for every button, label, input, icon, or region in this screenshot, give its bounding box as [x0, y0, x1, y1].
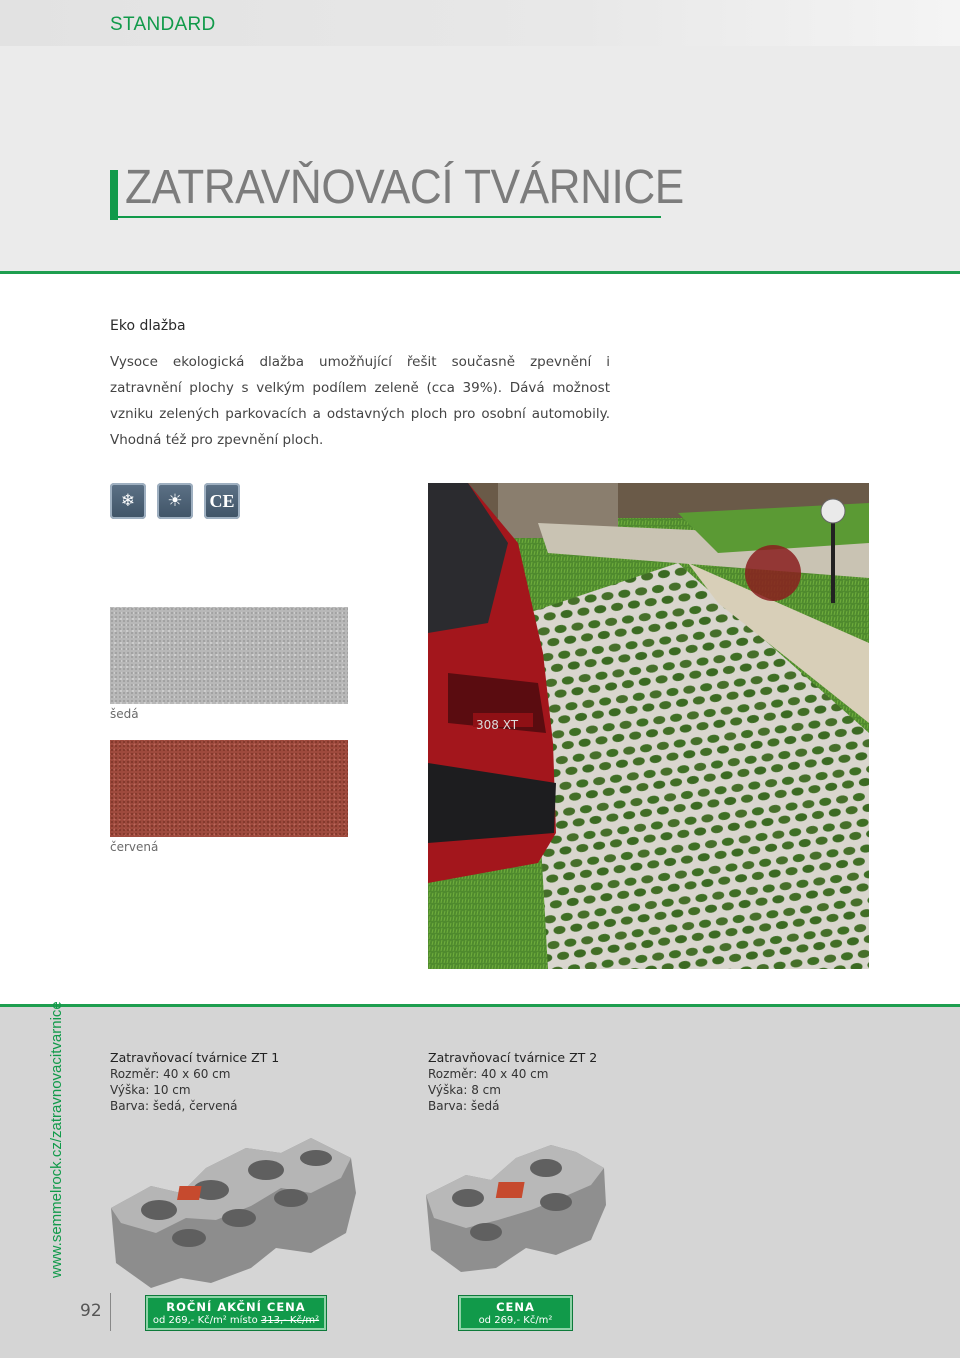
price-value: od 269,- Kč/m²	[478, 1315, 553, 1326]
product-color: Barva: šedá, červená	[110, 1099, 238, 1113]
header-band	[0, 46, 960, 272]
page-number-divider	[110, 1293, 111, 1331]
property-icons	[110, 483, 240, 519]
title-underline	[118, 216, 661, 218]
product-height: Výška: 10 cm	[110, 1083, 191, 1097]
price-old: 313,- Kč/m²	[260, 1315, 320, 1326]
color-swatch-grey	[110, 607, 348, 704]
title-accent-bar	[110, 170, 118, 220]
swatch-label-red: červená	[110, 840, 159, 854]
price-current: od 269,- Kč/m² místo	[152, 1315, 261, 1326]
lightbulb-icon: ☀	[157, 483, 193, 519]
website-url[interactable]: www.semmelrock.cz/zatravnovacitvarnice	[48, 1001, 65, 1278]
product-name: Zatravňovací tvárnice ZT 2	[428, 1050, 598, 1065]
product-name: Zatravňovací tvárnice ZT 1	[110, 1050, 280, 1065]
page-title: ZATRAVŇOVACÍ TVÁRNICE	[125, 161, 684, 214]
price-badge-annual-promo	[146, 1296, 326, 1330]
zt1-block-image	[105, 1108, 360, 1290]
price-value	[148, 1315, 324, 1326]
driveway-photo	[428, 483, 869, 969]
price-title: ROČNÍ AKČNÍ CENA	[166, 1300, 306, 1314]
section-label: STANDARD	[110, 14, 216, 35]
intro-subtitle: Eko dlažba	[110, 318, 186, 334]
product-zt1	[110, 1050, 279, 1114]
color-swatch-red	[110, 740, 348, 837]
product-zt2	[428, 1050, 597, 1114]
svg-text:308 XT: 308 XT	[476, 718, 519, 732]
price-badge-standard	[459, 1296, 572, 1330]
ce-mark-icon: CE	[204, 483, 240, 519]
frost-resistant-icon: ❄	[110, 483, 146, 519]
product-color: Barva: šedá	[428, 1099, 500, 1113]
product-size: Rozměr: 40 x 60 cm	[110, 1067, 231, 1081]
swatch-label-grey: šedá	[110, 707, 139, 721]
intro-description: Vysoce ekologická dlažba umožňující řešit současně zpevnění i zatravnění plochy s velkým podílem zeleně (cca 39%). Dává možnost vzniku zelených parkovacích a odstavných ploch pro osobní automobily. Vhodná též pro zpevnění ploch.	[110, 354, 610, 448]
zt2-block-image	[422, 1130, 612, 1280]
page-number: 92	[80, 1301, 102, 1321]
header-divider	[0, 271, 960, 274]
product-height: Výška: 8 cm	[428, 1083, 501, 1097]
product-size: Rozměr: 40 x 40 cm	[428, 1067, 549, 1081]
price-title: CENA	[496, 1300, 535, 1314]
